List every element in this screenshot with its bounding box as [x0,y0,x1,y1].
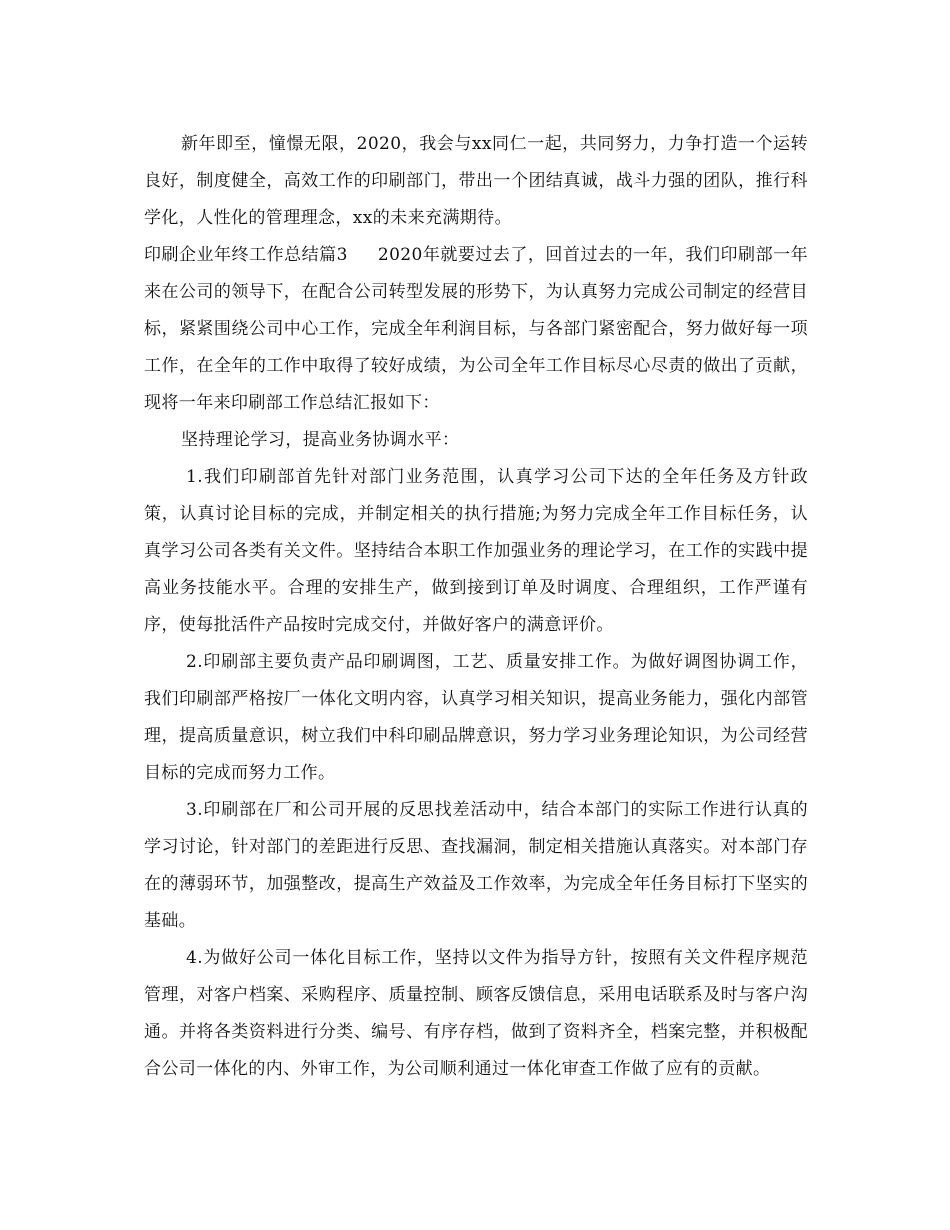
section-intro: 2020年就要过去了，回首过去的一年，我们印刷部一年来在公司的领导下，在配合公司转型发展的形势下，为认真努力完成公司制定的经营目标，紧紧围绕公司中心工作，完成全年利润目标，与各部门紧密配合，努力做好每一项工作，在全年的工作中取得了较好成绩，为公司全年工作目标尽心尽责的做出了贡献，现将一年来印刷部工作总结汇报如下： [144,245,808,413]
item-paragraph-1: 1.我们印刷部首先针对部门业务范围，认真学习公司下达的全年任务及方针政策，认真讨论目标的完成，并制定相关的执行措施;为努力完成全年工作目标任务，认真学习公司各类有关文件。坚持结合本职工作加强业务的理论学习，在工作的实践中提高业务技能水平。合理的安排生产，做到接到订单及时调度、合理组织，工作严谨有序，使每批活件产品按时完成交付，并做好客户的满意评价。 [144,467,808,635]
section-title: 印刷企业年终工作总结篇3 [144,245,348,265]
item-paragraph-2: 2.印刷部主要负责产品印刷调图，工艺、质量安排工作。为做好调图协调工作，我们印刷部严格按厂一体化文明内容，认真学习相关知识，提高业务能力，强化内部管理，提高质量意识，树立我们中科印刷品牌意识，努力学习业务理论知识，为公司经营目标的完成而努力工作。 [144,652,808,783]
intro-paragraph: 新年即至，憧憬无限，2020，我会与xx同仁一起，共同努力，力争打造一个运转良好，制度健全，高效工作的印刷部门，带出一个团结真诚，战斗力强的团队，推行科学化，人性化的管理理念，xx的未来充满期待。 [144,134,808,228]
subheading: 坚持理论学习，提高业务协调水平： [181,430,460,450]
item-paragraph-3: 3.印刷部在厂和公司开展的反思找差活动中，结合本部门的实际工作进行认真的学习讨论，针对部门的差距进行反思、查找漏洞，制定相关措施认真落实。对本部门存在的薄弱环节，加强整改，提高生产效益及工作效率，为完成全年任务目标打下坚实的基础。 [144,800,808,931]
item-paragraph-4: 4.为做好公司一体化目标工作，坚持以文件为指导方针，按照有关文件程序规范管理，对客户档案、采购程序、质量控制、顾客反馈信息，采用电话联系及时与客户沟通。并将各类资料进行分类、编号、有序存档，做到了资料齐全，档案完整，并积极配合公司一体化的内、外审工作，为公司顺利通过一体化审查工作做了应有的贡献。 [144,948,808,1079]
section-heading-line [144,237,808,422]
document-body [144,126,808,1088]
